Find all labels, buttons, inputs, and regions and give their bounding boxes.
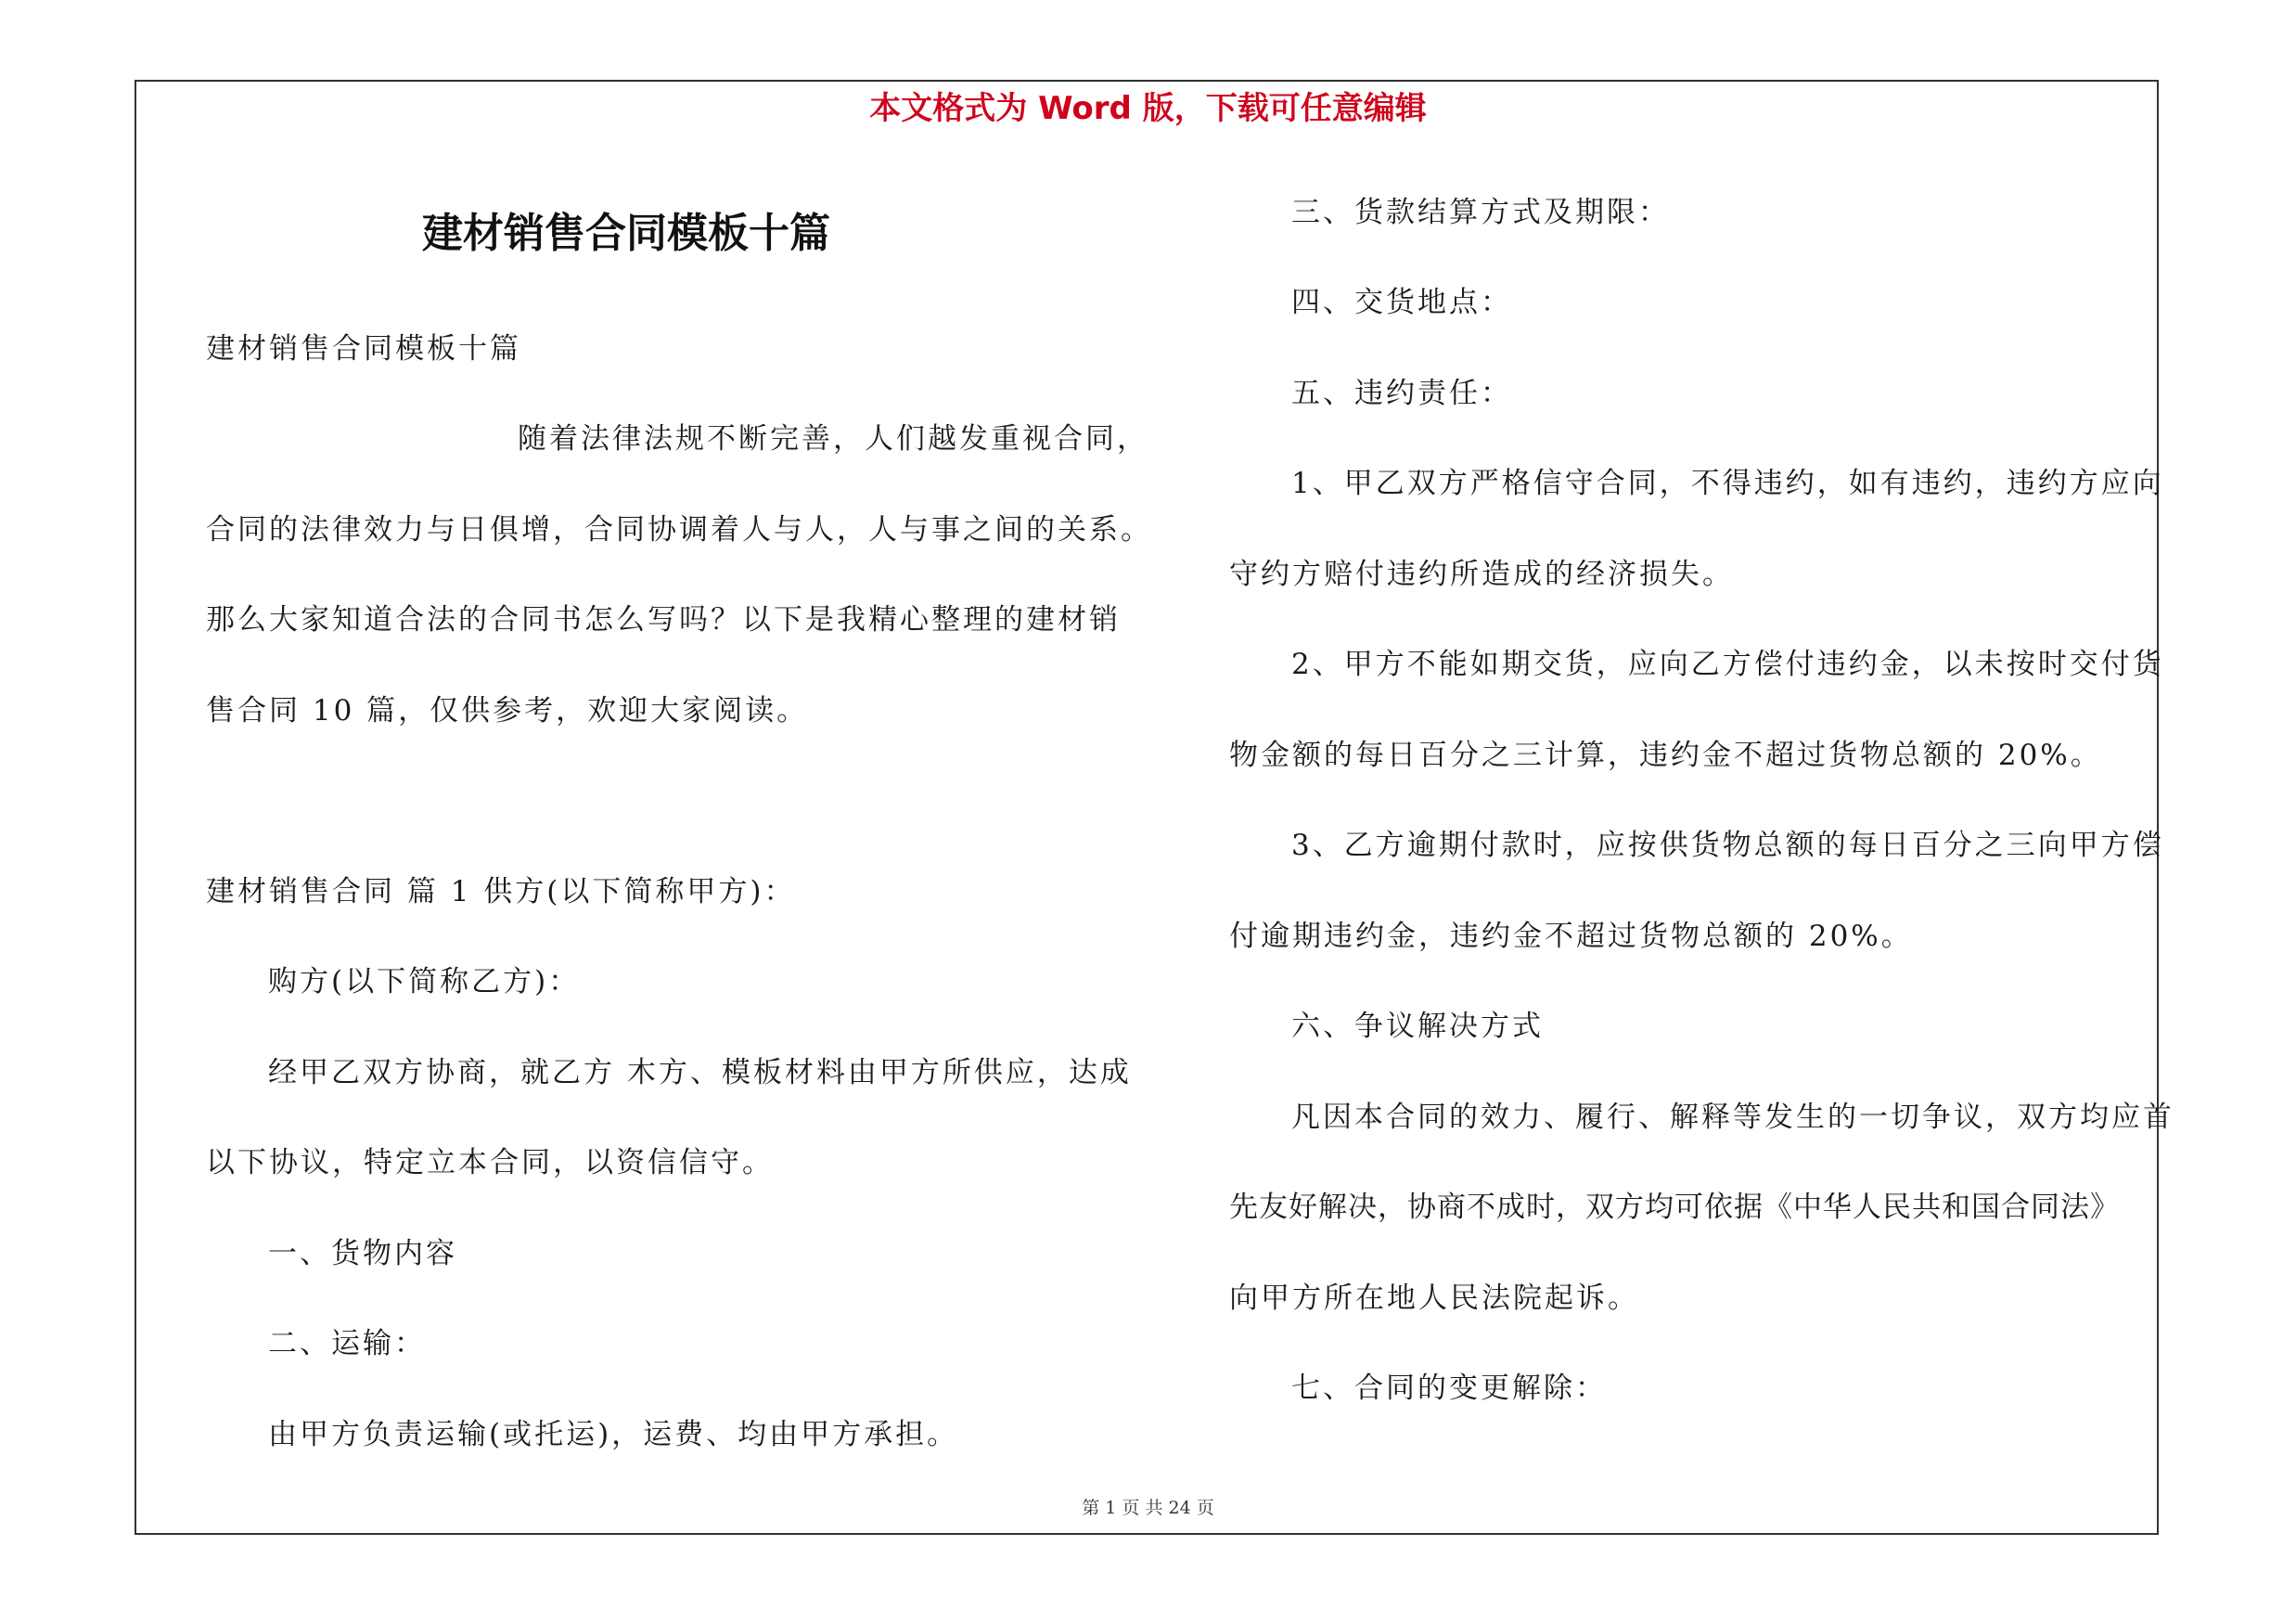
paragraph-line: 经甲乙双方协商，就乙方 木方、模板材料由甲方所供应，达成 (268, 1056, 1132, 1089)
page-number-footer: 第 1 页 共 24 页 (1082, 1498, 1214, 1518)
page-frame (135, 80, 2159, 1535)
paragraph-line: 购方(以下简称乙方)： (268, 965, 581, 998)
paragraph-line: 由甲方负责运输(或托运)，运费、均由甲方承担。 (268, 1418, 959, 1451)
clause-heading-line: 三、货款结算方式及期限： (1291, 196, 1670, 229)
paragraph-line: 售合同 10 篇，仅供参考，欢迎大家阅读。 (206, 694, 809, 728)
paragraph-line: 以下协议，特定立本合同，以资信信守。 (206, 1146, 774, 1179)
clause-heading-line: 二、运输： (268, 1327, 426, 1360)
paragraph-line: 凡因本合同的效力、履行、解释等发生的一切争议，双方均应首 (1291, 1101, 2174, 1134)
paragraph-line: 1、甲乙双方严格信守合同，不得违约，如有违约，违约方应向 (1291, 467, 2164, 500)
paragraph-line: 物金额的每日百分之三计算，违约金不超过货物总额的 20%。 (1229, 739, 2102, 772)
paragraph-line: 先友好解决，协商不成时，双方均可依据《中华人民共和国合同法》 (1229, 1191, 2120, 1224)
section-heading-line: 建材销售合同 篇 1 供方(以下简称甲方)： (206, 875, 796, 908)
paragraph-line: 付逾期违约金，违约金不超过货物总额的 20%。 (1229, 920, 1913, 953)
format-banner: 本文格式为 Word 版，下载可任意编辑 (869, 90, 1427, 127)
paragraph-line: 向甲方所在地人民法院起诉。 (1229, 1282, 1639, 1315)
subtitle-line: 建材销售合同模板十篇 (206, 332, 521, 366)
paragraph-line: 那么大家知道合法的合同书怎么写吗？以下是我精心整理的建材销 (206, 603, 1121, 637)
clause-heading-line: 一、货物内容 (268, 1237, 457, 1270)
paragraph-line: 随着法律法规不断完善，人们越发重视合同， (518, 422, 1148, 456)
paragraph-line: 2、甲方不能如期交货，应向乙方偿付违约金，以未按时交付货 (1291, 648, 2164, 681)
clause-heading-line: 六、争议解决方式 (1291, 1010, 1544, 1043)
paragraph-line: 守约方赔付违约所造成的经济损失。 (1229, 558, 1734, 591)
paragraph-line: 合同的法律效力与日俱增，合同协调着人与人，人与事之间的关系。 (206, 513, 1152, 547)
clause-heading-line: 七、合同的变更解除： (1291, 1372, 1607, 1405)
clause-heading-line: 四、交货地点： (1291, 286, 1512, 319)
paragraph-line: 3、乙方逾期付款时，应按供货物总额的每日百分之三向甲方偿 (1291, 829, 2164, 862)
clause-heading-line: 五、违约责任： (1291, 377, 1512, 410)
document-title: 建材销售合同模板十篇 (422, 210, 830, 257)
